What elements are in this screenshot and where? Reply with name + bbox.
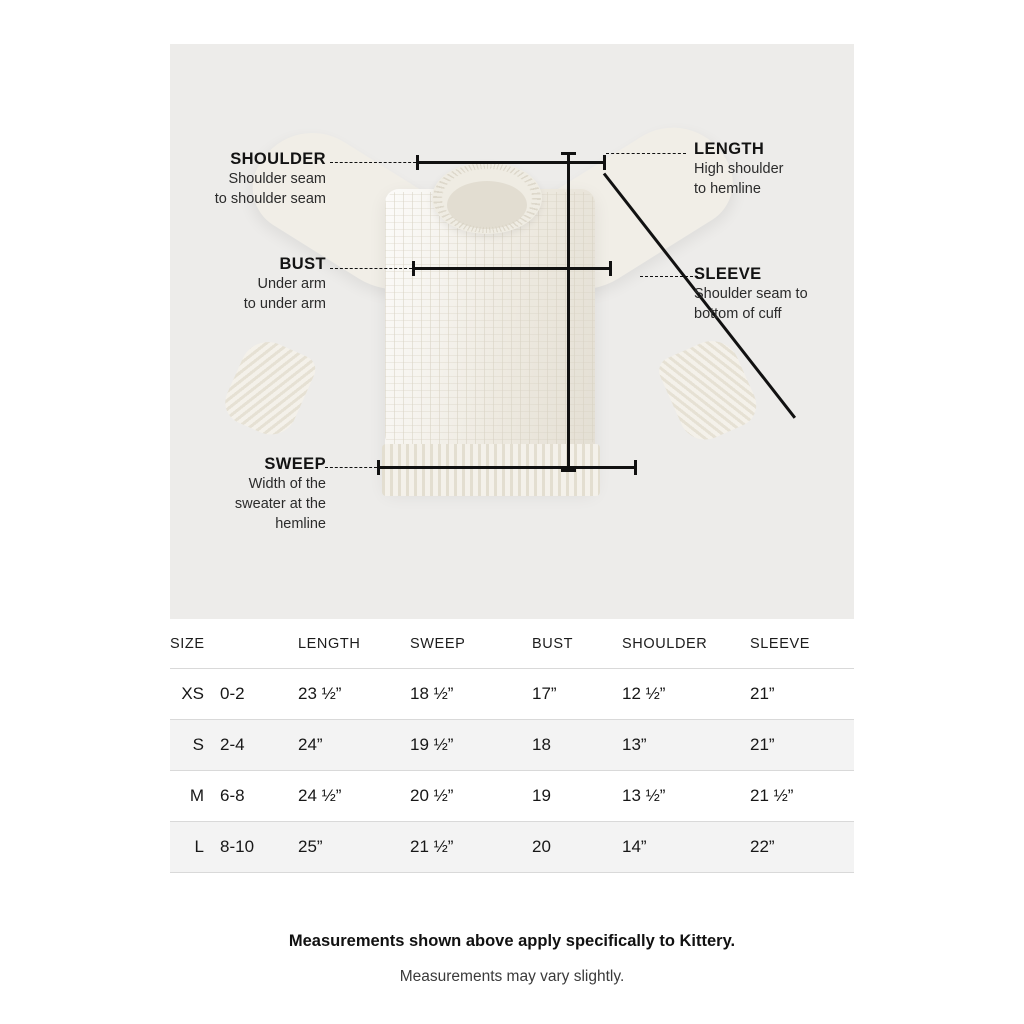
- cell-sleeve: 21”: [750, 720, 854, 771]
- bust-leader-line: [330, 268, 412, 269]
- cell-sweep: 18 ½”: [410, 669, 532, 720]
- callout-shoulder-title: SHOULDER: [230, 150, 326, 168]
- cell-bust: 20: [532, 822, 622, 873]
- table-header-row: [170, 630, 854, 669]
- cell-size: [170, 720, 298, 771]
- callout-sleeve-title: SLEEVE: [694, 265, 762, 283]
- column-header-shoulder: SHOULDER: [622, 636, 708, 652]
- callout-sweep-title: SWEEP: [264, 455, 326, 473]
- cell-bust: 17”: [532, 669, 622, 720]
- table-row: [170, 771, 854, 822]
- size-letter: M: [189, 786, 204, 805]
- callout-bust-sub2: to under arm: [243, 296, 326, 312]
- neck-rib-texture: [433, 163, 541, 233]
- cell-sweep: 20 ½”: [410, 771, 532, 822]
- size-letter: L: [194, 837, 204, 856]
- cell-sleeve: 21”: [750, 669, 854, 720]
- cell-length: 23 ½”: [298, 669, 410, 720]
- cell-sleeve: 21 ½”: [750, 771, 854, 822]
- cell-shoulder: 13”: [622, 720, 750, 771]
- cell-size: [170, 771, 298, 822]
- callout-bust-sub1: Under arm: [257, 276, 326, 292]
- callout-bust: [140, 255, 326, 314]
- cell-bust: 18: [532, 720, 622, 771]
- cell-sweep: 19 ½”: [410, 720, 532, 771]
- table-row: [170, 669, 854, 720]
- callout-sleeve: [694, 265, 904, 324]
- column-header-bust: BUST: [532, 636, 574, 652]
- size-range: 8-10: [220, 837, 255, 856]
- column-header-length: LENGTH: [298, 636, 361, 652]
- cell-shoulder: 12 ½”: [622, 669, 750, 720]
- footer-note-primary: Measurements shown above apply specifically to Kittery.: [288, 932, 736, 950]
- bust-measure-line: [412, 267, 612, 270]
- callout-length-sub2: to hemline: [694, 181, 761, 197]
- sleeve-leader-line: [640, 276, 698, 277]
- cell-bust: 19: [532, 771, 622, 822]
- length-measure-line: [567, 152, 570, 472]
- callout-length-sub1: High shoulder: [694, 161, 784, 177]
- callout-bust-title: BUST: [279, 255, 326, 273]
- cell-size: [170, 669, 298, 720]
- shoulder-measure-line: [416, 161, 606, 164]
- size-letter: S: [192, 735, 204, 754]
- cell-shoulder: 14”: [622, 822, 750, 873]
- cell-length: 25”: [298, 822, 410, 873]
- cell-size: [170, 822, 298, 873]
- table-row: [170, 720, 854, 771]
- shoulder-leader-line: [330, 162, 416, 163]
- callout-shoulder-sub1: Shoulder seam: [228, 171, 326, 187]
- size-letter: XS: [181, 684, 204, 703]
- column-header-sweep: SWEEP: [410, 636, 466, 652]
- callout-length: [694, 140, 894, 199]
- callout-sweep: [140, 455, 326, 534]
- cell-sweep: 21 ½”: [410, 822, 532, 873]
- length-leader-line: [606, 153, 686, 154]
- callout-sweep-sub2: sweater at the: [234, 496, 326, 512]
- callout-sleeve-sub2: bottom of cuff: [694, 306, 782, 322]
- size-chart-table: [170, 630, 854, 873]
- sweep-measure-line: [377, 466, 637, 469]
- callout-length-title: LENGTH: [694, 140, 765, 158]
- cell-length: 24 ½”: [298, 771, 410, 822]
- size-range: 6-8: [220, 786, 245, 805]
- callout-shoulder-sub2: to shoulder seam: [214, 191, 326, 207]
- size-range: 2-4: [220, 735, 245, 754]
- cell-shoulder: 13 ½”: [622, 771, 750, 822]
- size-range: 0-2: [220, 684, 245, 703]
- cuff-right-shape: [655, 332, 764, 448]
- callout-sweep-sub3: hemline: [275, 516, 326, 532]
- column-header-size: SIZE: [170, 636, 205, 652]
- footer-note-secondary: Measurements may vary slightly.: [399, 968, 625, 985]
- cell-sleeve: 22”: [750, 822, 854, 873]
- column-header-sleeve: SLEEVE: [750, 636, 811, 652]
- cell-length: 24”: [298, 720, 410, 771]
- callout-shoulder: [140, 150, 326, 209]
- cuff-left-shape: [218, 333, 320, 443]
- callout-sweep-sub1: Width of the: [248, 476, 326, 492]
- sweep-leader-line: [325, 467, 377, 468]
- table-row: [170, 822, 854, 873]
- callout-sleeve-sub1: Shoulder seam to: [694, 286, 808, 302]
